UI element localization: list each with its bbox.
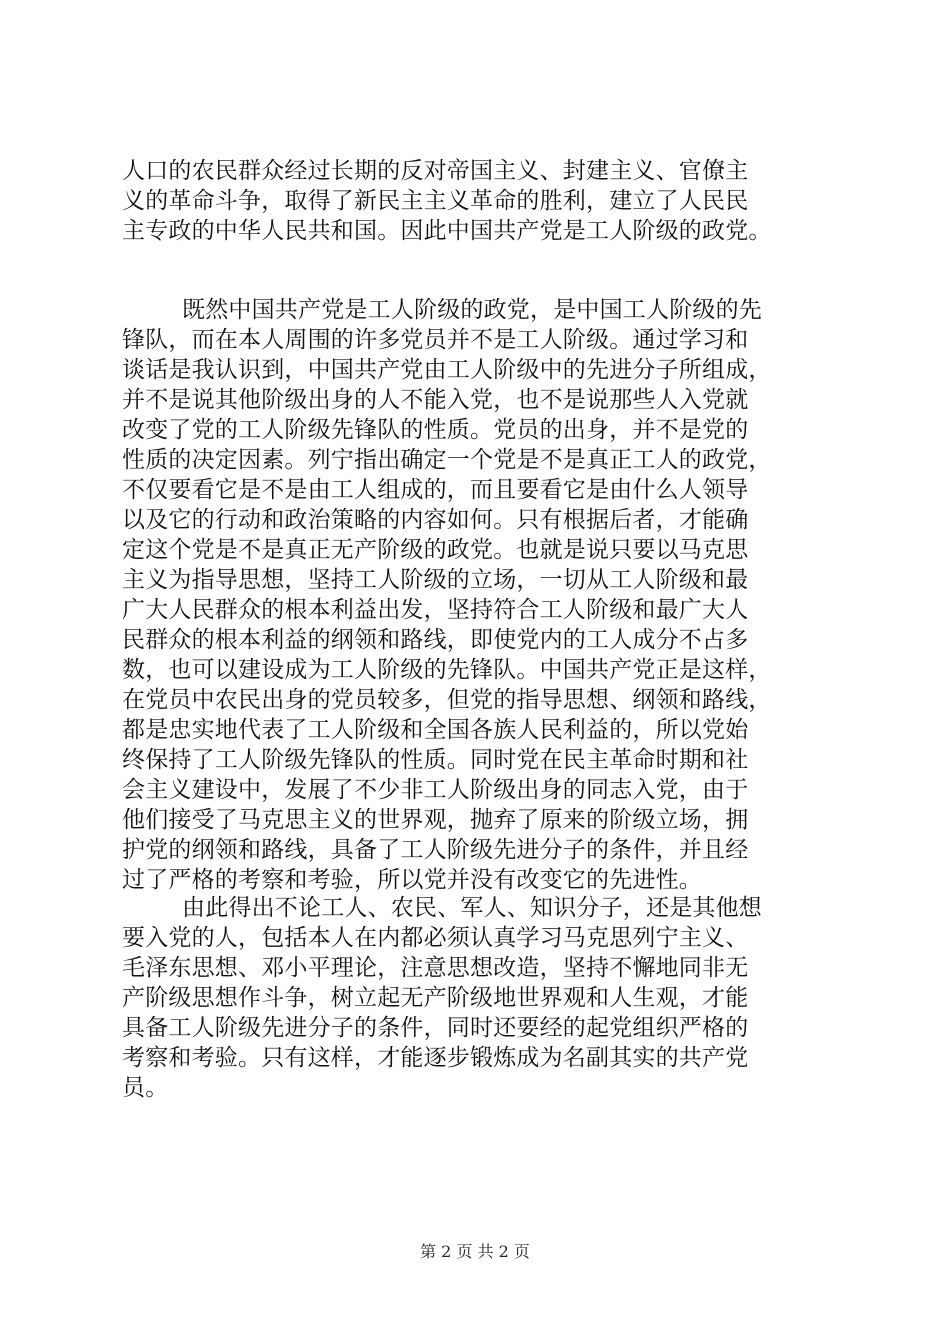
- text-line: 员。: [122, 1075, 169, 1101]
- text-line: 广大人民群众的根本利益出发，坚持符合工人阶级和最广大人: [122, 597, 749, 623]
- text-line: 主专政的中华人民共和国。因此中国共产党是工人阶级的政党。: [122, 218, 772, 244]
- text-line: 由此得出不论工人、农民、军人、知识分子，还是其他想: [182, 895, 762, 921]
- text-line: 护党的纲领和路线，具备了工人阶级先进分子的条件，并且经: [122, 837, 749, 863]
- text-line: 数，也可以建设成为工人阶级的先锋队。中国共产党正是这样，: [122, 657, 772, 683]
- text-line: 会主义建设中，发展了不少非工人阶级出身的同志入党，由于: [122, 777, 749, 803]
- text-line: 在党员中农民出身的党员较多，但党的指导思想、纲领和路线，: [122, 687, 772, 713]
- text-line: 具备工人阶级先进分子的条件，同时还要经的起党组织严格的: [122, 1015, 749, 1041]
- text-line: 改变了党的工人阶级先锋队的性质。党员的出身，并不是党的: [122, 417, 749, 443]
- text-line: 产阶级思想作斗争，树立起无产阶级地世界观和人生观，才能: [122, 985, 749, 1011]
- text-line: 谈话是我认识到，中国共产党由工人阶级中的先进分子所组成，: [122, 357, 772, 383]
- text-line: 以及它的行动和政治策略的内容如何。只有根据后者，才能确: [122, 507, 749, 533]
- page-number: 第 2 页 共 2 页: [420, 1242, 530, 1261]
- text-line: 不仅要看它是不是由工人组成的，而且要看它是由什么人领导: [122, 477, 749, 503]
- text-line: 要入党的人，包括本人在内都必须认真学习马克思列宁主义、: [122, 925, 749, 951]
- text-line: 既然中国共产党是工人阶级的政党，是中国工人阶级的先: [182, 297, 762, 323]
- page-footer: [0, 1242, 950, 1262]
- text-line: 主义为指导思想，坚持工人阶级的立场，一切从工人阶级和最: [122, 567, 749, 593]
- text-line: 并不是说其他阶级出身的人不能入党，也不是说那些人入党就: [122, 387, 749, 413]
- text-line: 定这个党是不是真正无产阶级的政党。也就是说只要以马克思: [122, 537, 749, 563]
- text-line: 性质的决定因素。列宁指出确定一个党是不是真正工人的政党，: [122, 447, 772, 473]
- text-line: 考察和考验。只有这样，才能逐步锻炼成为名副其实的共产党: [122, 1045, 749, 1071]
- text-line: 毛泽东思想、邓小平理论，注意思想改造，坚持不懈地同非无: [122, 955, 749, 981]
- text-line: 义的革命斗争，取得了新民主主义革命的胜利，建立了人民民: [122, 188, 749, 214]
- text-line: 人口的农民群众经过长期的反对帝国主义、封建主义、官僚主: [122, 158, 749, 184]
- text-line: 锋队，而在本人周围的许多党员并不是工人阶级。通过学习和: [122, 327, 749, 353]
- text-line: 他们接受了马克思主义的世界观，抛弃了原来的阶级立场，拥: [122, 807, 749, 833]
- text-line: 都是忠实地代表了工人阶级和全国各族人民利益的，所以党始: [122, 717, 749, 743]
- paragraph-1: [122, 156, 772, 246]
- text-line: 过了严格的考察和考验，所以党并没有改变它的先进性。: [122, 867, 702, 893]
- text-line: 终保持了工人阶级先锋队的性质。同时党在民主革命时期和社: [122, 747, 749, 773]
- paragraph-3: [122, 893, 762, 1103]
- text-line: 民群众的根本利益的纲领和路线，即使党内的工人成分不占多: [122, 627, 749, 653]
- paragraph-2: [122, 295, 772, 895]
